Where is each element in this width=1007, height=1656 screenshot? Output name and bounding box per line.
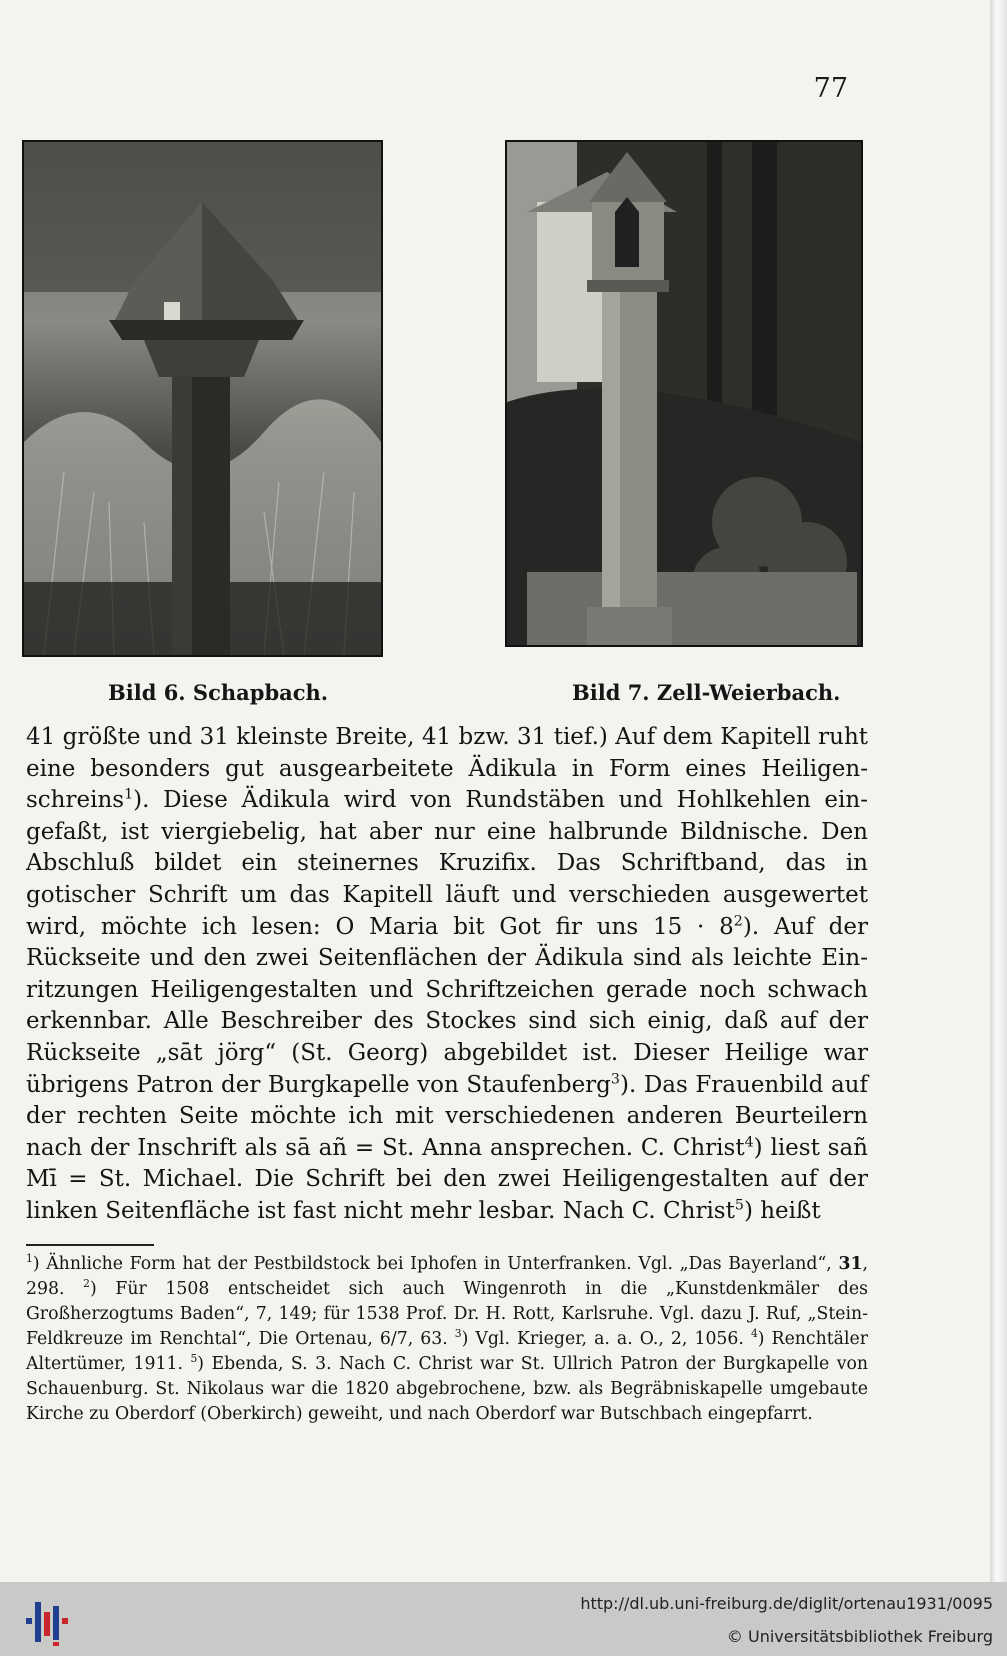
footnote-rule — [26, 1244, 154, 1246]
footnotes: $^1$) Ähnliche Form hat der Pestbildstock bei Iphofen in Unterfranken. Vgl. „Das Bayerland“, 31, 298. $^2$) Für 1508 entscheidet sich auch Wingenroth in die „Kunstdenkmäler des Großherzogtums Baden“, 7, 149; für 1538 Prof. Dr. H. Rott, Karlsruhe. Vgl. dazu J. Ruf, „Stein-Feldkreuze im Renchtal“, Die Ortenau, 6/7, 63. $^3$) Vgl. Krieger, a. a. O., 2, 1056. $^4$) Renchtäler Altertümer, 1911. $^5$) Ebenda, S. 3. Nach C. Christ war St. Ullrich Patron der Burgkapelle von Schauenburg. St. Nikolaus war die 1820 abgebrochene, bzw. als Begräbniskapelle umgebaute Kirche zu Oberdorf (Oberkirch) geweiht, und nach Oberdorf war Butschbach eingepfarrt. — [26, 1252, 868, 1424]
source-url-link[interactable]: http://dl.ub.uni-freiburg.de/diglit/ortenau1931/0095 — [580, 1594, 993, 1613]
figure-caption-6: Bild 6. Schapbach. — [108, 680, 329, 705]
copyright-text: © Universitätsbibliothek Freiburg — [726, 1627, 993, 1646]
figure-photo-wayside-shrine-zell-weierbach — [505, 140, 863, 647]
figure-photo-wayside-shrine-schapbach — [22, 140, 383, 657]
body-text: 41 größte und 31 kleinste Breite, 41 bzw. 31 tief.) Auf dem Kapitell ruht eine besonders gut ausgearbeitete Ädikula in Form eines Heiligenschreins$^1$). Diese Ädikula wird von Rundstäben und Hohlkehlen eingefaßt, ist viergiebelig, hat aber nur eine halbrunde Bildnische. Den Abschluß bildet ein steinernes Kruzifix. Das Schriftband, das in gotischer Schrift um das Kapitell läuft und verschieden ausgewertet wird, möchte ich lesen: O Maria bit Got fir uns $15 \cdot 8^2$). Auf der Rückseite und den zwei Seitenflächen der Ädikula sind als leichte Einritzungen Heiligengestalten und Schriftzeichen gerade noch schwach erkennbar. Alle Beschreiber des Stockes sind sich einig, daß auf der Rückseite „sāt jörg“ (St. Georg) abgebildet ist. Dieser Heilige war übrigens Patron der Burgkapelle von Staufenberg$^3$). Das Frauenbild auf der rechten Seite möchte ich mit verschiedenen anderen Beurteilern nach der Inschrift als sā añ = St. Anna ansprechen. C. Christ$^4$) liest sañ Mī = St. Michael. Die Schrift bei den zwei Heiligengestalten auf der linken Seitenfläche ist fast nicht mehr lesbar. Nach C. Christ$^5$) heißt — [26, 724, 869, 1224]
page-edge — [990, 0, 1007, 1582]
figure-caption-7: Bild 7. Zell-Weierbach. — [572, 680, 841, 705]
library-logo-icon — [22, 1596, 68, 1646]
page-number: 77 — [813, 73, 848, 104]
